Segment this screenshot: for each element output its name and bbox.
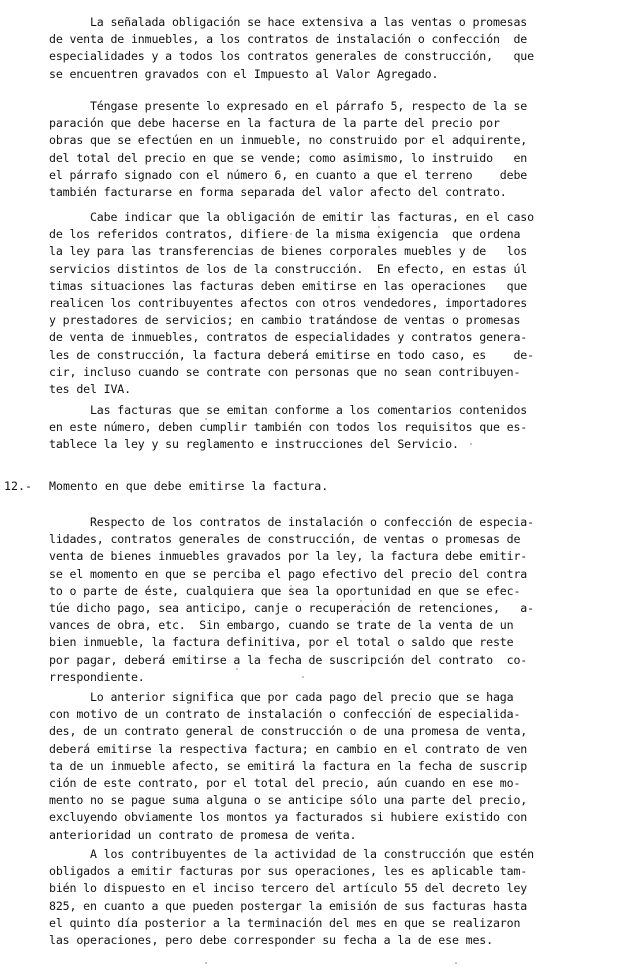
text-line: también facturarse en forma separada del valor afecto del contrato. bbox=[49, 185, 507, 199]
text-line: las operaciones, pero debe corresponder su fecha a la de ese mes. bbox=[49, 933, 493, 947]
text-line: el quinto día posterior a la terminación del mes en que se realizaron bbox=[49, 915, 521, 930]
text-line: La señalada obligación se hace extensiva a las ventas o promesas bbox=[49, 15, 528, 29]
text-line: tablece la ley y su reglamento e instrucciones del Servicio. bbox=[49, 437, 459, 452]
text-line: con motivo de un contrato de instalación o confección de especialida- bbox=[49, 707, 521, 722]
text-line: Téngase presente lo expresado en el párrafo 5, respecto de la se bbox=[49, 99, 528, 113]
section-number: 12.- bbox=[4, 479, 32, 493]
text-line: servicios distintos de los de la construcción. En efecto, en estas úl bbox=[49, 261, 528, 276]
scan-speck bbox=[302, 676, 304, 678]
text-line: bien inmueble, la factura definitiva, por el total o saldo que reste bbox=[49, 635, 514, 650]
text-line: paración que debe hacerse en la factura de la parte del precio por bbox=[49, 116, 500, 131]
text-line: y prestadores de servicios; en cambio tratándose de ventas o promesas bbox=[49, 313, 521, 328]
text-line: de los referidos contratos, difiere de la misma exigencia que ordena bbox=[49, 227, 521, 242]
text-line: del total del precio en que se vende; como asimismo, lo instruido en bbox=[49, 150, 528, 165]
text-line: Cabe indicar que la obligación de emitir las facturas, en el caso bbox=[49, 210, 534, 224]
scan-speck bbox=[455, 962, 457, 964]
text-line: obras que se efectúen en un inmueble, no construido por el adquirente, bbox=[49, 133, 528, 148]
text-line: se encuentren gravados con el Impuesto al Valor Agregado. bbox=[49, 66, 439, 81]
text-line: 825, en cuanto a que pueden postergar la emisión de sus facturas hasta bbox=[49, 898, 528, 913]
scan-speck bbox=[462, 891, 464, 893]
text-line: por pagar, deberá emitirse a la fecha de suscripción del contrato co- bbox=[49, 652, 528, 667]
scan-speck bbox=[290, 233, 292, 235]
text-line: obligados a emitir facturas por sus operaciones, les es aplicable tam- bbox=[49, 864, 528, 879]
scan-speck bbox=[360, 600, 362, 602]
text-line: tes del IVA. bbox=[49, 382, 131, 396]
scan-speck bbox=[378, 226, 380, 228]
text-line: realicen los contribuyentes afectos con otros vendedores, importadores bbox=[49, 296, 528, 310]
text-line: ta de un inmueble afecto, se emitirá la factura en la fecha de suscrip bbox=[49, 758, 528, 773]
text-line: rrespondiente. bbox=[49, 669, 145, 684]
scan-speck bbox=[470, 443, 472, 445]
text-line: A los contribuyentes de la actividad de la construcción que estén bbox=[49, 847, 534, 861]
scan-speck bbox=[205, 418, 207, 420]
text-line: Respecto de los contratos de instalación o confección de especia- bbox=[49, 515, 534, 529]
text-line: lidades, contratos generales de construcción, de ventas o promesas de bbox=[49, 532, 521, 547]
text-line: Lo anterior significa que por cada pago del precio que se haga bbox=[49, 690, 514, 704]
text-line: excluyendo obviamente los montos ya facturados si hubiere existido con bbox=[49, 810, 528, 825]
text-line: especialidades y a todos los contratos generales de construcción, que bbox=[49, 49, 534, 64]
text-line: túe dicho pago, sea anticipo, canje o recuperación de retenciones, a- bbox=[49, 601, 534, 615]
text-line: to o parte de éste, cualquiera que sea la oportunidad en que se efec- bbox=[49, 583, 521, 598]
text-line: ción de este contrato, por el total del precio, aún cuando en ese mo- bbox=[49, 776, 521, 790]
text-line: venta de bienes inmuebles gravados por la ley, la factura debe emitir- bbox=[49, 549, 528, 564]
section-title: Momento en que debe emitirse la factura. bbox=[49, 479, 329, 493]
scan-speck bbox=[236, 668, 238, 670]
text-line: des, de un contrato general de construcción o de una promesa de venta, bbox=[49, 724, 528, 739]
text-line: bién lo dispuesto en el inciso tercero del artículo 55 del decreto ley bbox=[49, 881, 528, 896]
text-line: timas situaciones las facturas deben emitirse en las operaciones que bbox=[49, 278, 528, 293]
text-line: cir, incluso cuando se contrate con personas que no sean contribuyen- bbox=[49, 364, 521, 379]
text-line: Las facturas que se emitan conforme a los comentarios contenidos bbox=[49, 403, 528, 417]
scan-speck bbox=[290, 585, 292, 587]
scan-speck bbox=[333, 830, 335, 832]
text-line: de venta de inmuebles, contratos de especialidades y contratos genera- bbox=[49, 330, 528, 345]
text-line: vances de obra, etc. Sin embargo, cuando se trate de la venta de un bbox=[49, 618, 514, 633]
scan-speck bbox=[410, 708, 412, 710]
text-line: deberá emitirse la respectiva factura; en cambio en el contrato de ven bbox=[49, 741, 528, 756]
scan-speck bbox=[205, 962, 207, 964]
text-line: el párrafo signado con el número 6, en cuanto a que el terreno debe bbox=[49, 167, 528, 182]
text-line: se el momento en que se perciba el pago efectivo del precio del contra bbox=[49, 566, 528, 581]
text-line: anterioridad un contrato de promesa de venta. bbox=[49, 827, 357, 842]
text-line: les de construcción, la factura deberá emitirse en todo caso, es de- bbox=[49, 347, 534, 362]
text-line: de venta de inmuebles, a los contratos de instalación o confección de bbox=[49, 32, 528, 47]
text-line: en este número, deben cumplir también con todos los requisitos que es- bbox=[49, 420, 528, 435]
text-line: mento no se pague suma alguna o se anticipe sólo una parte del precio, bbox=[49, 793, 528, 808]
text-line: la ley para las transferencias de bienes corporales muebles y de los bbox=[49, 244, 528, 259]
